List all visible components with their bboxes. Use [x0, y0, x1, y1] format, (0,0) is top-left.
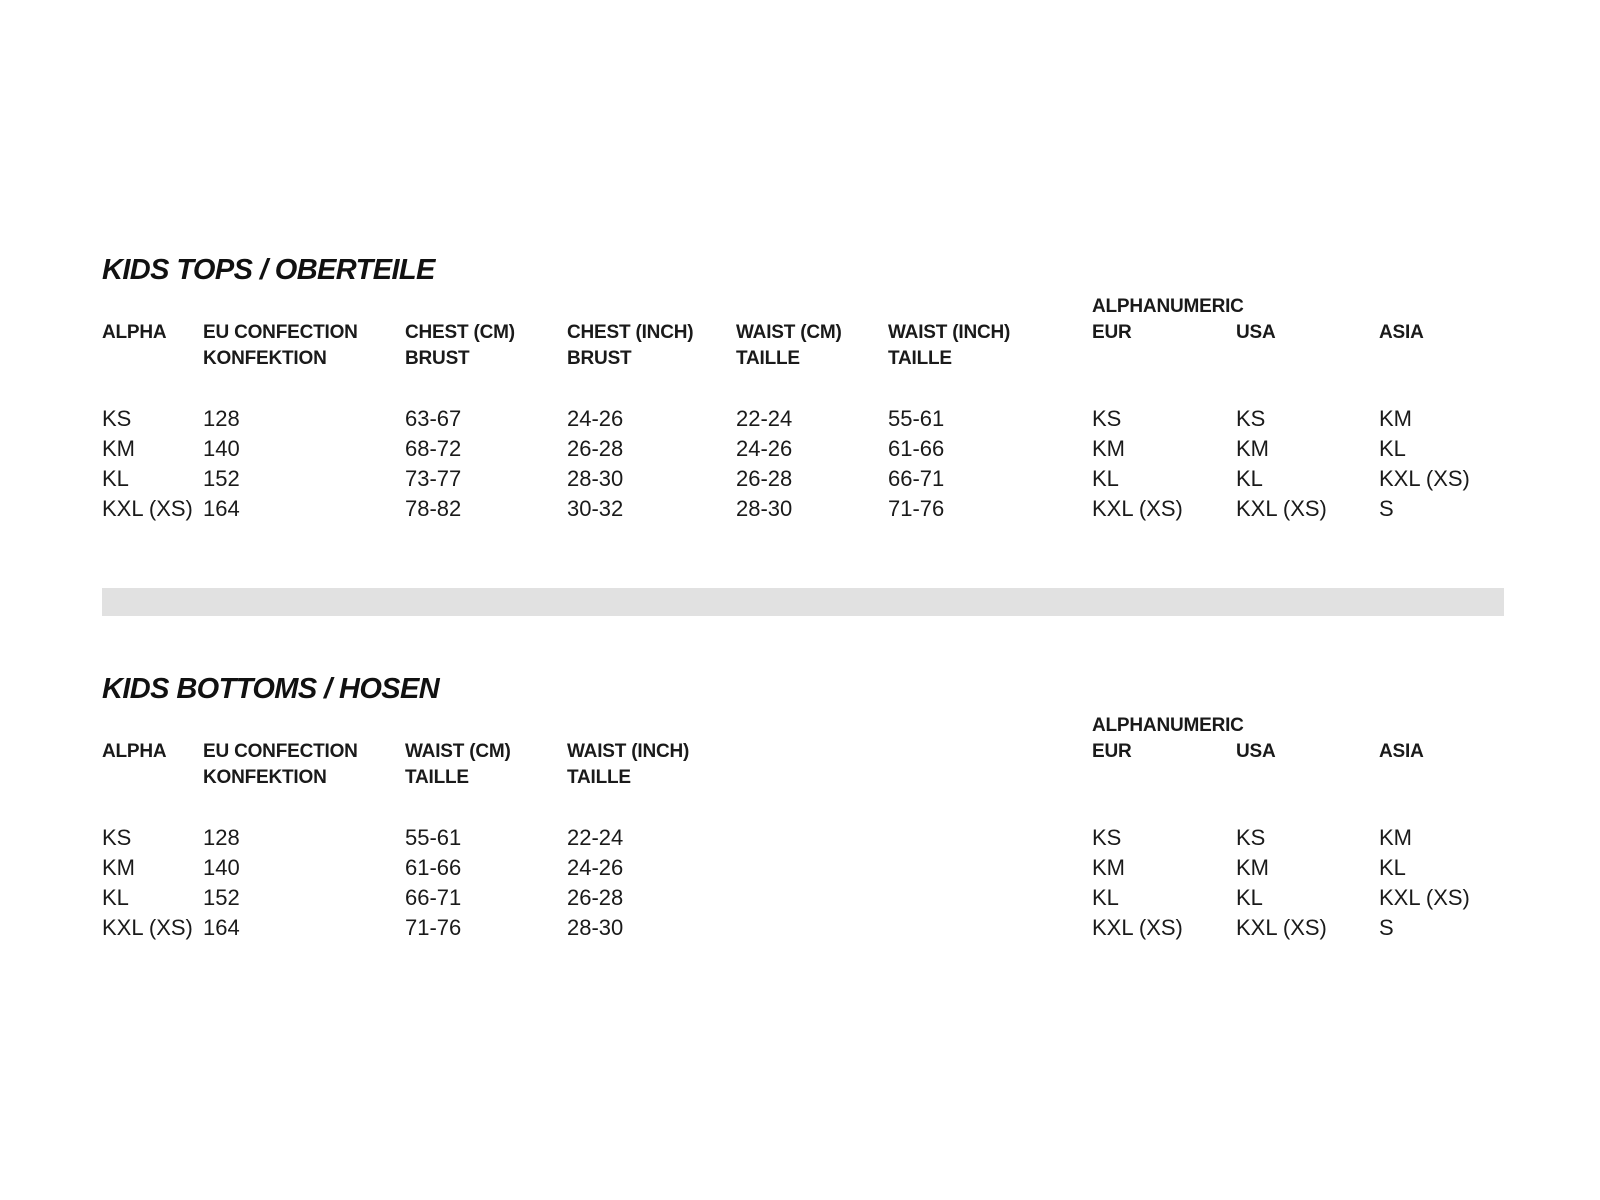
table-cell: KXL (XS) — [102, 915, 193, 940]
table-cell: 164 — [203, 915, 240, 940]
table-cell: KXL (XS) — [1092, 915, 1183, 940]
table-cell: KL — [102, 885, 129, 910]
table-cell: 26-28 — [567, 436, 624, 461]
table-cell: 66-71 — [888, 466, 945, 491]
column-header-eu-confection: EU CONFECTION KONFEKTION — [203, 741, 358, 788]
table-cell: KS — [102, 406, 132, 431]
table-cell: KL — [1236, 466, 1263, 491]
table-cell: 55-61 — [405, 825, 462, 850]
table-cell: 30-32 — [567, 496, 624, 521]
column-header-eu-confection: EU CONFECTION KONFEKTION — [203, 322, 358, 369]
table-cell: 140 — [203, 436, 240, 461]
column-header-asia: ASIA — [1379, 322, 1424, 343]
alphanumeric-group-label: ALPHANUMERIC — [1092, 296, 1244, 317]
table-cell: S — [1379, 496, 1394, 521]
table-cell: KS — [102, 825, 132, 850]
table-cell: 68-72 — [405, 436, 462, 461]
table-cell: 128 — [203, 406, 240, 431]
table-cell: 55-61 — [888, 406, 945, 431]
table-cell: S — [1379, 915, 1394, 940]
table-cell: 128 — [203, 825, 240, 850]
table-cell: 61-66 — [888, 436, 945, 461]
table-cell: KS — [1092, 406, 1122, 431]
table-cell: KM — [1236, 436, 1269, 461]
table-cell: KL — [102, 466, 129, 491]
table-cell: KL — [1379, 855, 1406, 880]
table-cell: 22-24 — [736, 406, 793, 431]
table-cell: 28-30 — [567, 466, 624, 491]
table-cell: 63-67 — [405, 406, 462, 431]
table-cell: 164 — [203, 496, 240, 521]
table-cell: 22-24 — [567, 825, 624, 850]
column-header-waist-inch: WAIST (INCH) TAILLE — [888, 322, 1011, 369]
kids-bottoms-section — [102, 673, 1502, 963]
table-cell: 152 — [203, 885, 240, 910]
table-cell: 71-76 — [888, 496, 945, 521]
table-cell: 24-26 — [567, 855, 624, 880]
table-cell: KM — [102, 436, 135, 461]
table-cell: 66-71 — [405, 885, 462, 910]
table-cell: 26-28 — [736, 466, 793, 491]
column-header-waist-cm: WAIST (CM) TAILLE — [405, 741, 511, 788]
table-cell: KL — [1236, 885, 1263, 910]
table-cell: 24-26 — [736, 436, 793, 461]
table-cell: 26-28 — [567, 885, 624, 910]
table-cell: KL — [1092, 885, 1119, 910]
table-cell: KM — [1236, 855, 1269, 880]
column-header-waist-inch: WAIST (INCH) TAILLE — [567, 741, 690, 788]
kids-tops-section — [102, 254, 1502, 544]
column-header-alpha: ALPHA — [102, 322, 167, 343]
table-cell: KXL (XS) — [1379, 466, 1470, 491]
table-cell: KXL (XS) — [1236, 496, 1327, 521]
table-cell: KL — [1092, 466, 1119, 491]
table-cell: 24-26 — [567, 406, 624, 431]
table-cell: KM — [1379, 825, 1412, 850]
table-cell: 73-77 — [405, 466, 462, 491]
table-cell: KXL (XS) — [1379, 885, 1470, 910]
table-cell: 78-82 — [405, 496, 462, 521]
column-header-eur: EUR — [1092, 741, 1132, 762]
table-cell: KXL (XS) — [1092, 496, 1183, 521]
alphanumeric-group-label: ALPHANUMERIC — [1092, 715, 1244, 736]
column-header-chest-inch: CHEST (INCH) BRUST — [567, 322, 694, 369]
table-cell: 61-66 — [405, 855, 462, 880]
section-divider — [102, 588, 1504, 616]
table-cell: KXL (XS) — [1236, 915, 1327, 940]
table-cell: 152 — [203, 466, 240, 491]
table-cell: KS — [1236, 406, 1266, 431]
column-header-usa: USA — [1236, 741, 1276, 762]
column-header-chest-cm: CHEST (CM) BRUST — [405, 322, 515, 369]
table-cell: KM — [1092, 436, 1125, 461]
table-cell: 71-76 — [405, 915, 462, 940]
table-cell: KS — [1236, 825, 1266, 850]
table-cell: 140 — [203, 855, 240, 880]
kids-tops-title: KIDS TOPS / OBERTEILE — [102, 254, 435, 286]
table-cell: KXL (XS) — [102, 496, 193, 521]
column-header-alpha: ALPHA — [102, 741, 167, 762]
kids-bottoms-title: KIDS BOTTOMS / HOSEN — [102, 673, 440, 705]
table-cell: KL — [1379, 436, 1406, 461]
table-cell: KM — [102, 855, 135, 880]
table-cell: KS — [1092, 825, 1122, 850]
column-header-waist-cm: WAIST (CM) TAILLE — [736, 322, 842, 369]
column-header-usa: USA — [1236, 322, 1276, 343]
table-cell: KM — [1379, 406, 1412, 431]
table-cell: KM — [1092, 855, 1125, 880]
column-header-asia: ASIA — [1379, 741, 1424, 762]
table-cell: 28-30 — [736, 496, 793, 521]
column-header-eur: EUR — [1092, 322, 1132, 343]
table-cell: 28-30 — [567, 915, 624, 940]
